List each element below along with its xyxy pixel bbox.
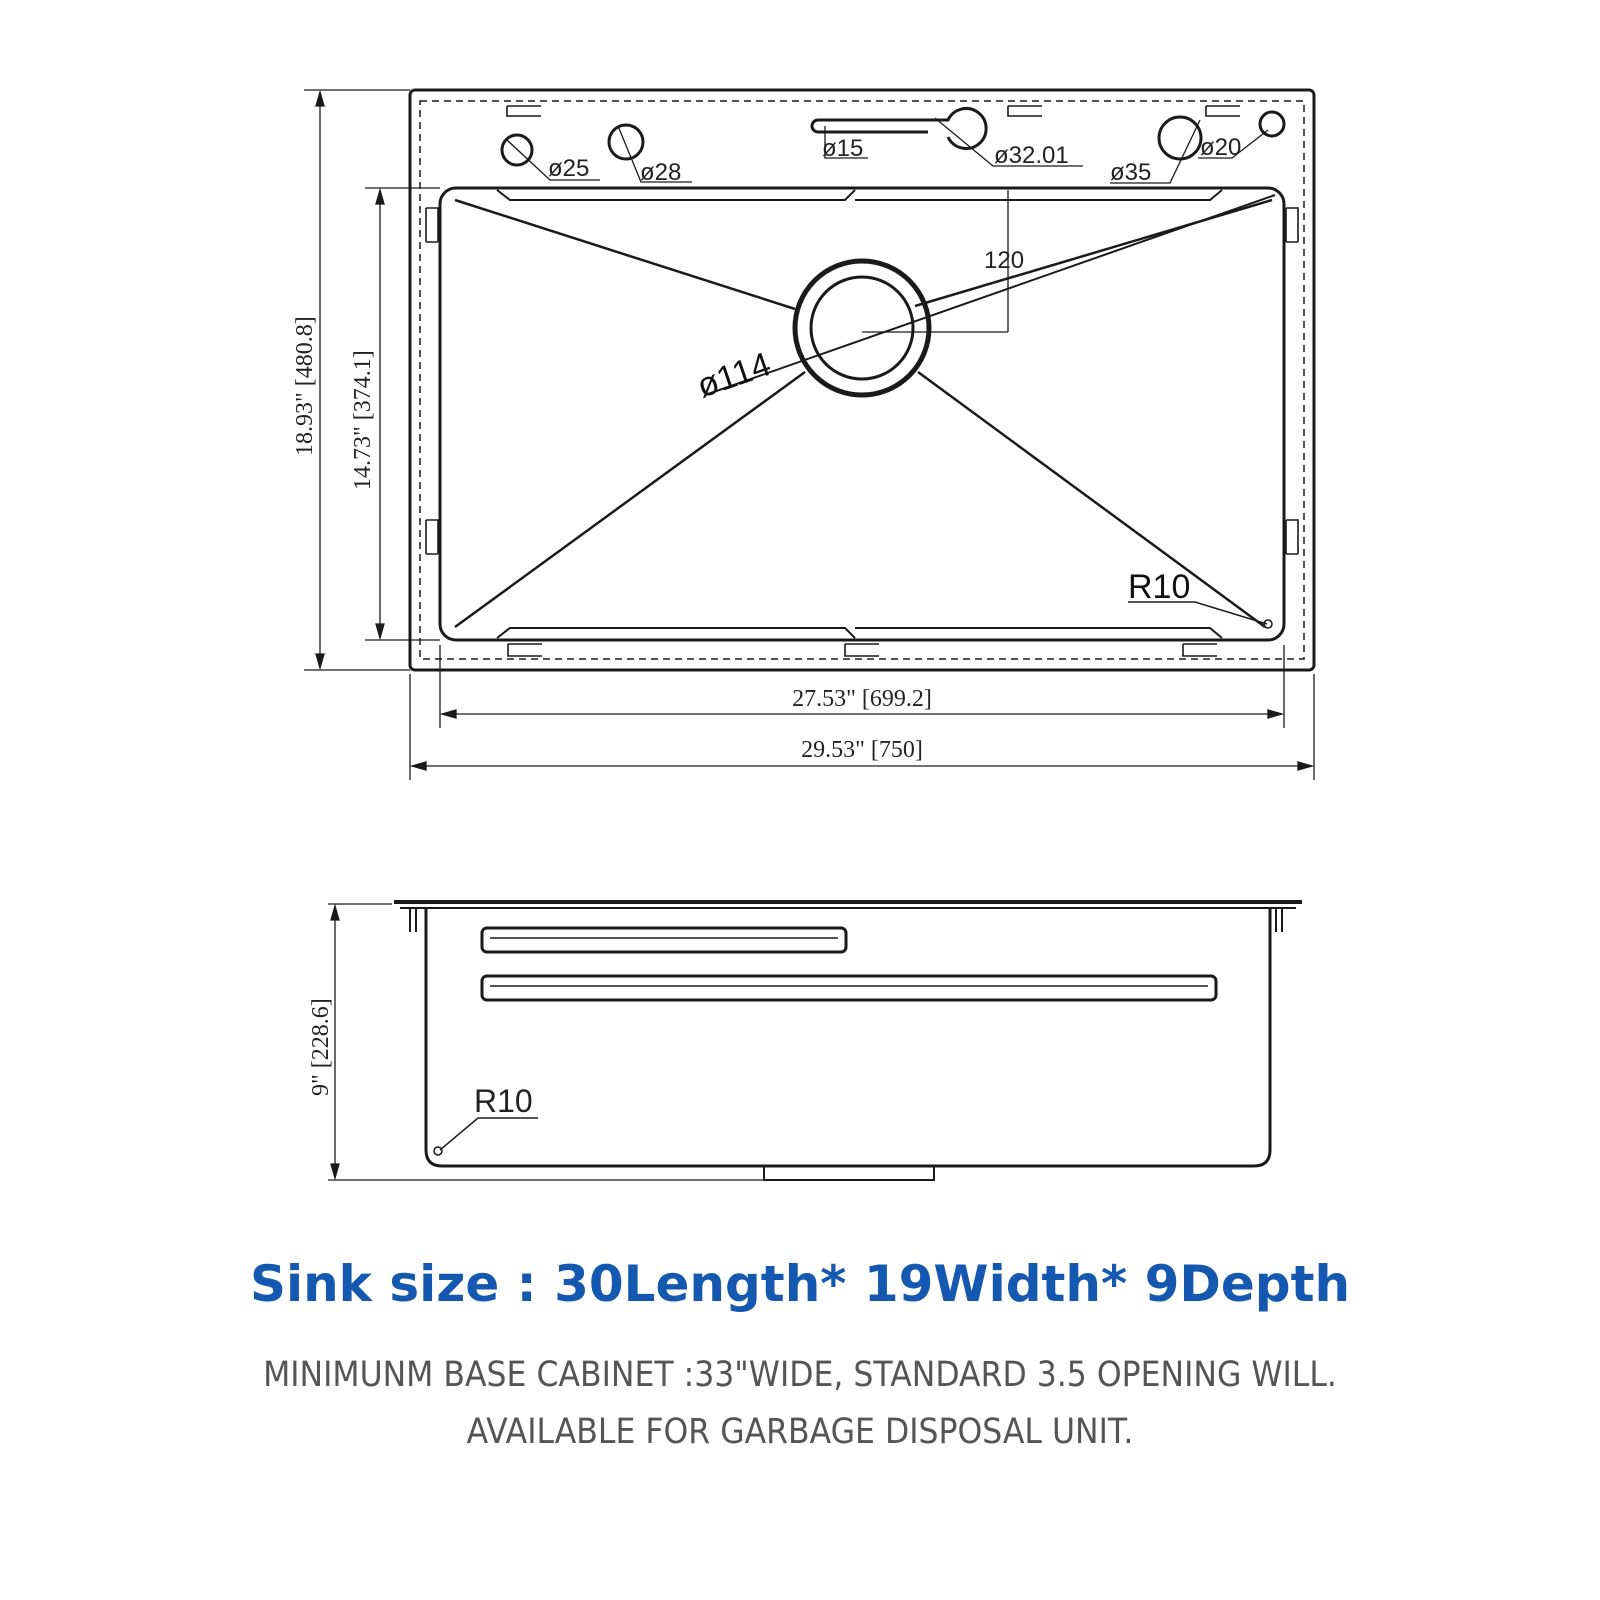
accessory-holes — [502, 109, 1284, 165]
corner-radius-label: R10 — [1128, 568, 1191, 606]
inner-width-label: 27.53" [699.2] — [792, 686, 932, 712]
hole-28-label: ø28 — [640, 159, 682, 186]
drain-diameter-label: ø114 — [692, 345, 776, 406]
slope-lines — [455, 200, 1272, 627]
inner-height-label: 14.73" [374.1] — [350, 350, 376, 490]
drain-offset-label: 120 — [984, 247, 1025, 274]
hole-20 — [1260, 112, 1284, 136]
hole-28 — [609, 125, 643, 159]
sink-size-headline: Sink size : 30Length* 19Width* 9Depth — [249, 1255, 1351, 1313]
hole-15-label: ø15 — [822, 135, 864, 162]
accessory-rails — [482, 928, 1216, 1000]
cabinet-note-line2: AVAILABLE FOR GARBAGE DISPOSAL UNIT. — [466, 1412, 1134, 1452]
outer-width-label: 29.53" [750] — [801, 737, 923, 763]
outer-height-label: 18.93" [480.8] — [292, 316, 318, 456]
bottom-ledge — [497, 628, 1222, 638]
hole-35 — [1159, 117, 1201, 159]
top-ledge — [497, 190, 1222, 200]
hole-20-label: ø20 — [1200, 134, 1242, 161]
cabinet-note-line1: MINIMUNM BASE CABINET :33"WIDE, STANDARD 3.5 OPENING WILL. — [263, 1355, 1337, 1395]
hole-35-label: ø35 — [1110, 159, 1152, 186]
side-corner-radius-label: R10 — [474, 1083, 533, 1119]
top-view — [292, 90, 1314, 780]
hole-32-label: ø32.01 — [994, 142, 1069, 169]
side-drain-stub — [764, 1166, 934, 1180]
hole-25-label: ø25 — [548, 155, 590, 182]
depth-label: 9" [228.6] — [308, 998, 334, 1096]
drain-outer-ring — [795, 261, 929, 395]
side-view — [308, 902, 1302, 1180]
side-body-outline — [426, 908, 1270, 1166]
